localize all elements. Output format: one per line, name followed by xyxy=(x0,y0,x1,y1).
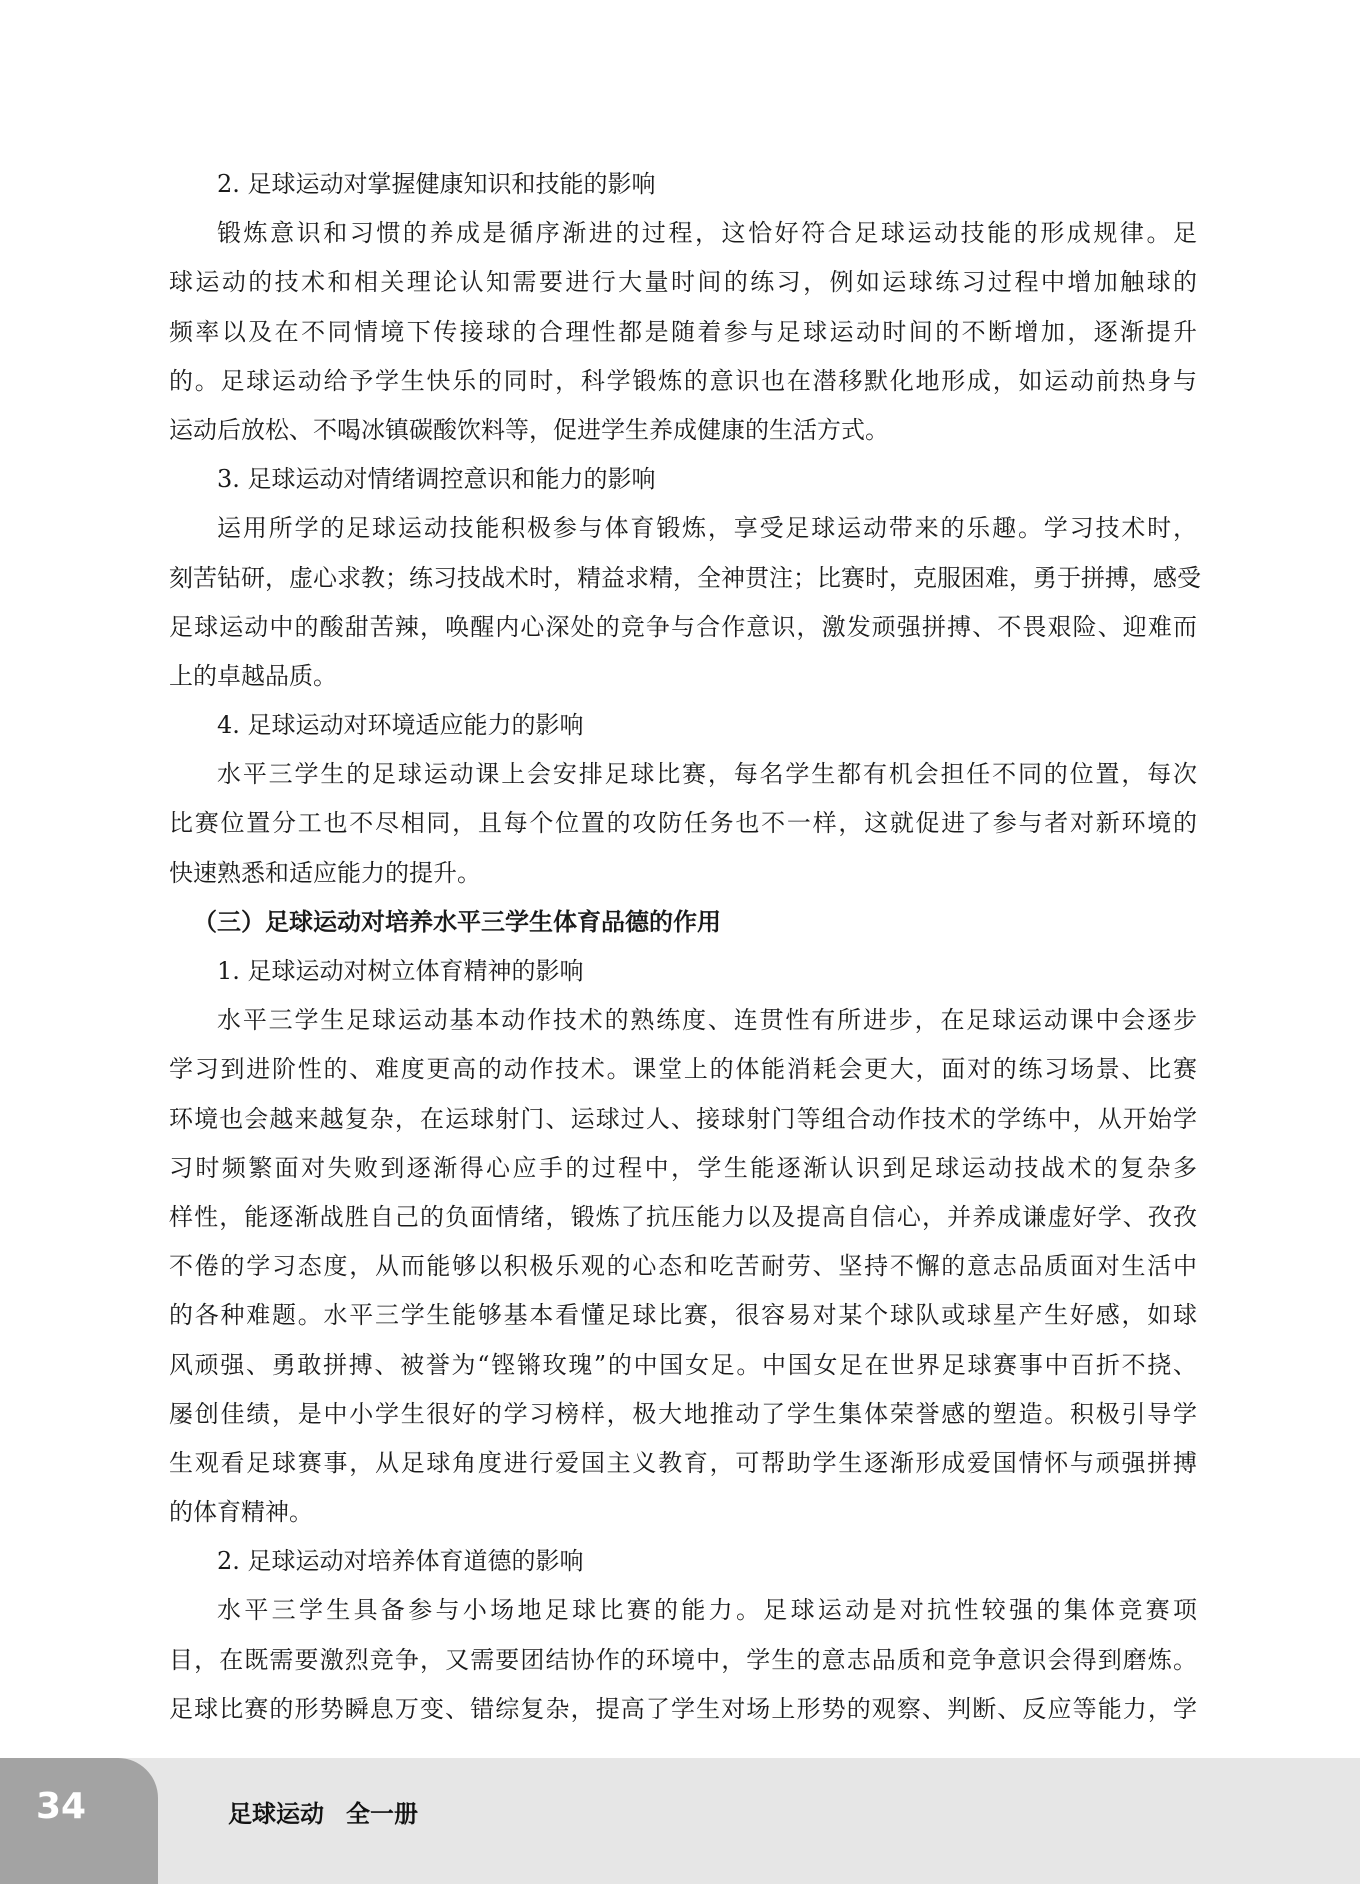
subheading-emotion-control: 3. 足球运动对情绪调控意识和能力的影响 xyxy=(217,465,656,494)
paragraph-line: 比赛位置分工也不尽相同，且每个位置的攻防任务也不一样，这就促进了参与者对新环境的 xyxy=(169,809,1197,838)
paragraph-line: 习时频繁面对失败到逐渐得心应手的过程中，学生能逐渐认识到足球运动技战术的复杂多 xyxy=(169,1153,1197,1182)
subheading-health-knowledge: 2. 足球运动对掌握健康知识和技能的影响 xyxy=(217,170,656,198)
page-footer xyxy=(0,1758,1360,1884)
section-heading-sports-morality: （三）足球运动对培养水平三学生体育品德的作用 xyxy=(193,907,721,936)
paragraph-line: 的体育精神。 xyxy=(169,1498,313,1527)
paragraph-line: 的。足球运动给予学生快乐的同时，科学锻炼的意识也在潜移默化地形成，如运动前热身与 xyxy=(169,366,1197,395)
paragraph-line: 不倦的学习态度，从而能够以积极乐观的心态和吃苦耐劳、坚持不懈的意志品质面对生活中 xyxy=(169,1252,1197,1281)
paragraph-line: 生观看足球赛事，从足球角度进行爱国主义教育，可帮助学生逐渐形成爱国情怀与顽强拼搏 xyxy=(169,1448,1197,1477)
paragraph-line: 运用所学的足球运动技能积极参与体育锻炼，享受足球运动带来的乐趣。学习技术时， xyxy=(217,514,1197,543)
paragraph-line: 运动后放松、不喝冰镇碳酸饮料等，促进学生养成健康的生活方式。 xyxy=(169,415,889,444)
paragraph-line: 水平三学生足球运动基本动作技术的熟练度、连贯性有所进步，在足球运动课中会逐步 xyxy=(217,1006,1197,1035)
paragraph-line: 水平三学生具备参与小场地足球比赛的能力。足球运动是对抗性较强的集体竞赛项 xyxy=(217,1596,1197,1625)
paragraph-line: 快速熟悉和适应能力的提升。 xyxy=(169,858,481,887)
page-number-tab xyxy=(0,1758,158,1884)
subheading-sports-ethics: 2. 足球运动对培养体育道德的影响 xyxy=(217,1547,584,1576)
paragraph-line: 频率以及在不同情境下传接球的合理性都是随着参与足球运动时间的不断增加，逐渐提升 xyxy=(169,317,1197,346)
paragraph-line: 足球比赛的形势瞬息万变、错综复杂，提高了学生对场上形势的观察、判断、反应等能力，学 xyxy=(169,1694,1197,1723)
paragraph-line: 环境也会越来越复杂，在运球射门、运球过人、接球射门等组合动作技术的学练中，从开始学 xyxy=(169,1104,1197,1133)
paragraph-line: 风顽强、勇敢拼搏、被誉为“铿锵玫瑰”的中国女足。中国女足在世界足球赛事中百折不挠、 xyxy=(169,1350,1197,1379)
paragraph-line: 样性，能逐渐战胜自己的负面情绪，锻炼了抗压能力以及提高自信心，并养成谦虚好学、孜孜 xyxy=(169,1202,1197,1231)
paragraph-line: 学习到进阶性的、难度更高的动作技术。课堂上的体能消耗会更大，面对的练习场景、比赛 xyxy=(169,1055,1197,1084)
paragraph-line: 足球运动中的酸甜苦辣，唤醒内心深处的竞争与合作意识，激发顽强拼搏、不畏艰险、迎难而 xyxy=(169,612,1197,641)
paragraph-line: 屡创佳绩，是中小学生很好的学习榜样，极大地推动了学生集体荣誉感的塑造。积极引导学 xyxy=(169,1399,1197,1428)
subheading-sports-spirit: 1. 足球运动对树立体育精神的影响 xyxy=(217,957,584,985)
paragraph-line: 锻炼意识和习惯的养成是循序渐进的过程，这恰好符合足球运动技能的形成规律。足 xyxy=(217,219,1197,248)
paragraph-line: 目，在既需要激烈竞争，又需要团结协作的环境中，学生的意志品质和竞争意识会得到磨炼。 xyxy=(169,1645,1197,1674)
subheading-environment-adaptation: 4. 足球运动对环境适应能力的影响 xyxy=(217,711,584,740)
book-title-volume: 全一册 xyxy=(346,1800,418,1828)
page-number: 34 xyxy=(36,1786,87,1827)
book-title xyxy=(228,1794,418,1829)
page-content xyxy=(169,160,1201,1734)
paragraph-line: 球运动的技术和相关理论认知需要进行大量时间的练习，例如运球练习过程中增加触球的 xyxy=(169,268,1197,297)
paragraph-line: 上的卓越品质。 xyxy=(169,661,337,690)
paragraph-line: 水平三学生的足球运动课上会安排足球比赛，每名学生都有机会担任不同的位置，每次 xyxy=(217,760,1197,789)
book-title-main: 足球运动 xyxy=(228,1800,324,1828)
paragraph-line: 的各种难题。水平三学生能够基本看懂足球比赛，很容易对某个球队或球星产生好感，如球 xyxy=(169,1301,1197,1330)
paragraph-line: 刻苦钻研，虚心求教；练习技战术时，精益求精，全神贯注；比赛时，克服困难，勇于拼搏，感受 xyxy=(169,563,1201,592)
